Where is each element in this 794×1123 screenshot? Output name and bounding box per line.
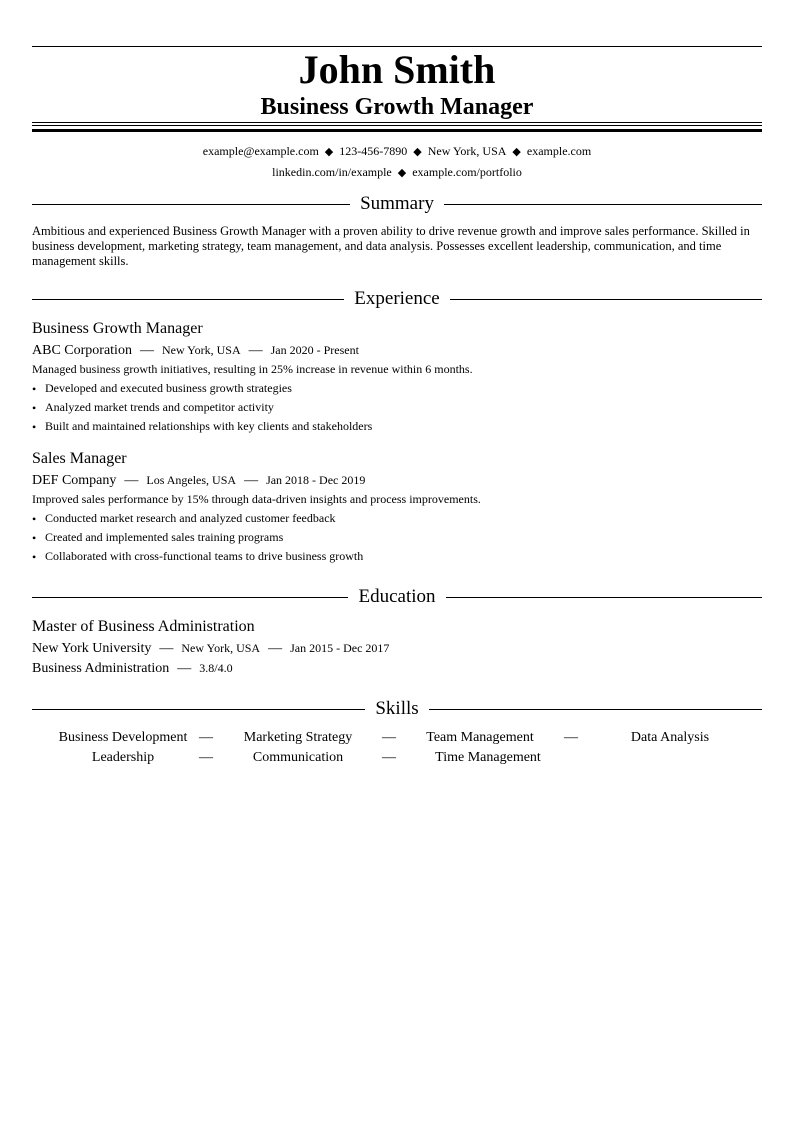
diamond-separator-icon: ◆ xyxy=(512,146,521,158)
job-meta xyxy=(32,341,359,360)
section-heading-summary xyxy=(32,193,762,215)
job-title: Business Growth Manager xyxy=(32,320,203,337)
meta-dash: — xyxy=(248,343,263,358)
heading-rule-left xyxy=(32,204,350,205)
list-item xyxy=(32,400,372,419)
diamond-separator-icon: ◆ xyxy=(397,167,407,179)
skill-dash: — xyxy=(199,730,213,745)
candidate-headline: Business Growth Manager xyxy=(260,94,534,120)
contact-website[interactable]: example.com xyxy=(526,144,592,158)
diamond-separator-icon: ◆ xyxy=(413,146,422,158)
bullet-text: Developed and executed business growth strategies xyxy=(45,381,292,395)
skill-item: Leadership xyxy=(91,750,155,765)
skill-dash: — xyxy=(199,750,213,765)
job-bullets xyxy=(32,381,372,438)
section-heading-experience xyxy=(32,288,762,310)
heading-rule-right xyxy=(450,299,762,300)
skills-grid xyxy=(32,728,762,768)
diamond-separator-icon: ◆ xyxy=(324,146,334,158)
bullet-text: Analyzed market trends and competitor activity xyxy=(45,400,274,414)
job-meta xyxy=(32,471,365,490)
contact-location: New York, USA xyxy=(427,144,507,158)
job-location: Los Angeles, USA xyxy=(146,473,237,487)
section-title: Education xyxy=(358,586,436,607)
education-gpa: 3.8/4.0 xyxy=(199,661,233,675)
bullet-icon: • xyxy=(32,382,37,396)
meta-dash: — xyxy=(268,641,283,656)
skills-row-2 xyxy=(32,748,762,768)
heading-rule-left xyxy=(32,597,348,598)
bullet-text: Conducted market research and analyzed customer feedback xyxy=(45,511,336,525)
list-item xyxy=(32,511,363,530)
meta-dash: — xyxy=(139,343,154,358)
header-rule-thick xyxy=(32,129,762,132)
bullet-text: Built and maintained relationships with key clients and stakeholders xyxy=(45,419,373,433)
list-item xyxy=(32,549,363,568)
contact-email[interactable]: example@example.com xyxy=(202,144,319,158)
skill-item: Data Analysis xyxy=(630,730,710,745)
contact-line-2 xyxy=(32,164,762,181)
contact-portfolio[interactable]: example.com/portfolio xyxy=(412,165,522,179)
section-heading-education xyxy=(32,586,762,608)
education-location: New York, USA xyxy=(181,641,261,655)
job-dates: Jan 2018 - Dec 2019 xyxy=(266,473,366,487)
bullet-icon: • xyxy=(32,420,37,434)
skill-item: Marketing Strategy xyxy=(243,730,353,745)
summary-text: Ambitious and experienced Business Growth Manager with a proven ability to drive revenue growth and improve sales performance. Skilled in business development, marketing strategy, team management, and data analysis. Possesses excellent leadership, communication, and time management skills. xyxy=(32,224,750,268)
contact-phone[interactable]: 123-456-7890 xyxy=(339,144,408,158)
bullet-text: Created and implemented sales training programs xyxy=(45,530,284,544)
meta-dash: — xyxy=(244,473,259,488)
education-dates: Jan 2015 - Dec 2017 xyxy=(290,641,390,655)
skill-dash: — xyxy=(382,730,396,745)
list-item xyxy=(32,419,372,438)
education-degree: Master of Business Administration xyxy=(32,618,255,635)
section-heading-skills xyxy=(32,698,762,720)
job-location: New York, USA xyxy=(161,343,241,357)
bullet-icon: • xyxy=(32,550,37,564)
section-title: Summary xyxy=(360,193,434,214)
education-school: New York University xyxy=(32,641,152,656)
bullet-icon: • xyxy=(32,401,37,415)
skill-item: Business Development xyxy=(58,730,188,745)
bullet-icon: • xyxy=(32,512,37,526)
education-meta xyxy=(32,639,389,658)
heading-rule-left xyxy=(32,299,344,300)
header-rule-thin-2 xyxy=(32,125,762,126)
list-item xyxy=(32,381,372,400)
skill-item: Communication xyxy=(252,750,344,765)
skill-dash: — xyxy=(382,750,396,765)
heading-rule-left xyxy=(32,709,365,710)
bullet-text: Collaborated with cross-functional teams to drive business growth xyxy=(45,549,364,563)
education-field-row xyxy=(32,659,233,678)
skill-dash: — xyxy=(564,730,578,745)
contact-linkedin[interactable]: linkedin.com/in/example xyxy=(272,165,392,179)
skill-item: Team Management xyxy=(426,730,534,745)
section-title: Skills xyxy=(375,698,419,719)
header-rule-thin-1 xyxy=(32,122,762,123)
job-dates: Jan 2020 - Present xyxy=(270,343,359,357)
section-title: Experience xyxy=(354,288,440,309)
meta-dash: — xyxy=(177,661,192,676)
contact-line-1 xyxy=(32,143,762,160)
skill-item: Time Management xyxy=(435,750,541,765)
meta-dash: — xyxy=(124,473,139,488)
job-company: ABC Corporation xyxy=(32,343,132,358)
education-field: Business Administration xyxy=(32,661,170,676)
heading-rule-right xyxy=(444,204,762,205)
meta-dash: — xyxy=(159,641,174,656)
candidate-name: John Smith xyxy=(298,47,496,92)
bullet-icon: • xyxy=(32,531,37,545)
job-title: Sales Manager xyxy=(32,450,127,467)
skills-row-1 xyxy=(32,728,762,748)
job-company: DEF Company xyxy=(32,473,117,488)
job-description: Managed business growth initiatives, resulting in 25% increase in revenue within 6 months. xyxy=(32,362,473,376)
list-item xyxy=(32,530,363,549)
heading-rule-right xyxy=(429,709,762,710)
job-bullets xyxy=(32,511,363,568)
job-description: Improved sales performance by 15% through data-driven insights and process improvements. xyxy=(32,492,481,506)
heading-rule-right xyxy=(446,597,762,598)
